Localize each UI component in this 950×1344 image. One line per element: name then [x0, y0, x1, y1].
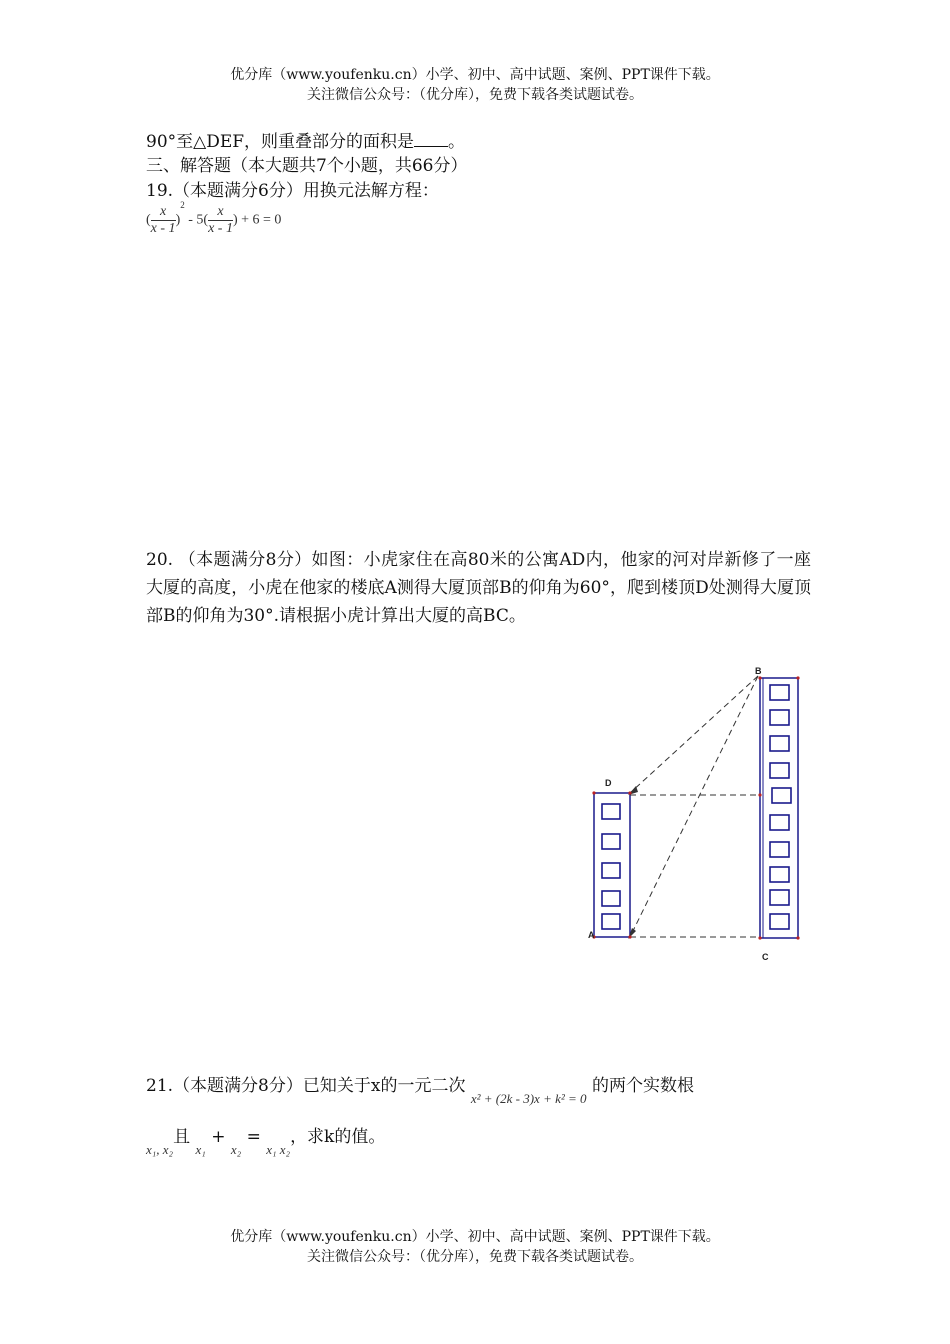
- corner-points: [592, 676, 799, 939]
- q21-line-1: [146, 1071, 694, 1106]
- eq-frac2-num: x: [208, 204, 233, 221]
- footer-line-1: 优分库（www.youfenku.cn）小学、初中、高中试题、案例、PPT课件下载。: [230, 1229, 720, 1245]
- sight-lines: [630, 676, 760, 937]
- q21-x1: x₁: [195, 1142, 206, 1157]
- q21-and: 且: [173, 1127, 191, 1147]
- q20-figure: [580, 660, 810, 965]
- q21-product: x₁ x₂: [266, 1142, 291, 1157]
- eq-fraction-2: [208, 204, 233, 237]
- q21-plus: +: [211, 1127, 226, 1147]
- label-b: B: [755, 666, 762, 676]
- header-line-2: 关注微信公众号：（优分库），免费下载各类试题试卷。: [307, 87, 643, 103]
- building-ad: [594, 793, 630, 937]
- q18-tail: [146, 127, 465, 152]
- label-d: D: [605, 778, 612, 788]
- answer-blank: [414, 130, 448, 147]
- q18-tail-end: 。: [448, 132, 466, 152]
- q21-equation: x² + (2k - 3)x + k² = 0: [470, 1091, 587, 1106]
- eq-exponent: 2: [180, 200, 185, 211]
- q21-roots: x₁, x₂: [146, 1142, 174, 1157]
- q21-equals: =: [246, 1127, 261, 1147]
- q21-x2: x₂: [230, 1142, 242, 1157]
- eq-frac1-num: x: [151, 204, 176, 221]
- header-line-1: 优分库（www.youfenku.cn）小学、初中、高中试题、案例、PPT课件下载。: [230, 67, 720, 83]
- building-bc: [760, 678, 798, 938]
- eq-fraction-1: [151, 204, 176, 237]
- q21-trail: 的两个实数根: [591, 1076, 694, 1096]
- building-bc-windows: [770, 685, 791, 929]
- eq-tail: ) + 6 = 0: [232, 212, 282, 228]
- q18-tail-text: 90°至△DEF，则重叠部分的面积是: [146, 132, 415, 152]
- section-3-heading: 三、解答题（本大题共7个小题，共66分）: [146, 156, 468, 176]
- q21-line-2: [146, 1122, 386, 1157]
- eq-frac1-den: x - 1: [150, 221, 176, 236]
- building-ad-windows: [602, 804, 620, 929]
- q19-equation: [146, 200, 282, 237]
- q20-text: 20. （本题满分8分）如图：小虎家住在高80米的公寓AD内，他家的河对岸新修了一座大厦的高度，小虎在他家的楼底A测得大厦顶部B的仰角为60°，爬到楼顶D处测得大厦顶部B的仰角为30°.请根据小虎计算出大厦的高BC。: [146, 550, 811, 626]
- eq-open-paren: (: [146, 212, 151, 228]
- q21-ask: ，求k的值。: [290, 1127, 386, 1147]
- eq-frac2-den: x - 1: [208, 221, 233, 236]
- q19-title: 19.（本题满分6分）用换元法解方程：: [146, 181, 439, 201]
- eq-close-paren: ): [175, 212, 181, 228]
- label-c: C: [762, 952, 769, 962]
- eq-mid: - 5(: [184, 212, 209, 228]
- label-a: A: [588, 930, 595, 940]
- q21-lead: 21.（本题满分8分）已知关于x的一元二次: [146, 1076, 466, 1096]
- footer-line-2: 关注微信公众号：（优分库），免费下载各类试题试卷。: [307, 1249, 643, 1265]
